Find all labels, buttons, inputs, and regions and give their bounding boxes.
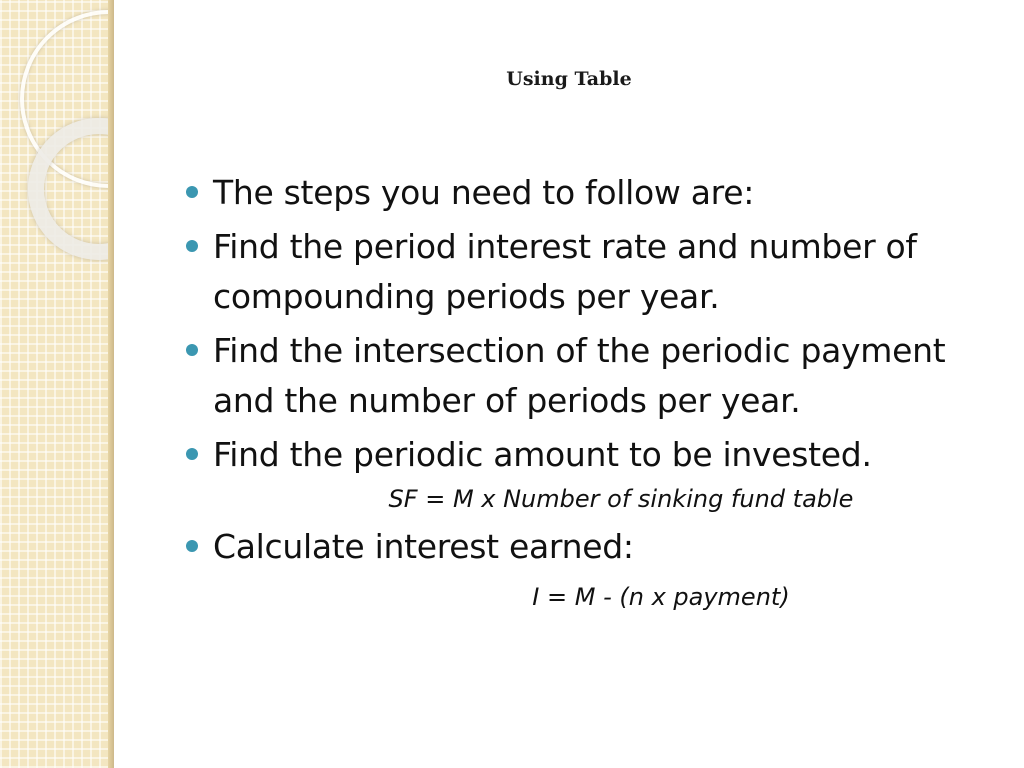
- slide-title: Using Table: [506, 68, 632, 90]
- bullet-list: [186, 168, 986, 480]
- decorative-side-panel: [0, 0, 114, 768]
- bullet-text: Find the periodic amount to be invested.: [213, 435, 872, 474]
- bullet-dot-icon: [186, 540, 198, 552]
- bullet-item: [186, 222, 986, 322]
- bullet-dot-icon: [186, 240, 198, 252]
- bullet-item: [186, 522, 986, 572]
- bullet-text: Calculate interest earned:: [213, 527, 634, 566]
- slide-content: [186, 168, 986, 618]
- bullet-text: Find the intersection of the periodic payment and the number of periods per year.: [213, 331, 946, 420]
- bullet-dot-icon: [186, 448, 198, 460]
- bullet-text: Find the period interest rate and number of compounding periods per year.: [213, 227, 917, 316]
- bullet-item: [186, 168, 986, 218]
- bullet-dot-icon: [186, 344, 198, 356]
- interest-formula: I = M - (n x payment): [532, 583, 790, 611]
- sinking-fund-formula: SF = M x Number of sinking fund table: [388, 485, 854, 513]
- bullet-dot-icon: [186, 186, 198, 198]
- bullet-item: [186, 326, 986, 426]
- bullet-list-secondary: [186, 522, 986, 572]
- side-panel-edge: [108, 0, 114, 768]
- bullet-item: [186, 430, 986, 480]
- bullet-text: The steps you need to follow are:: [213, 173, 755, 212]
